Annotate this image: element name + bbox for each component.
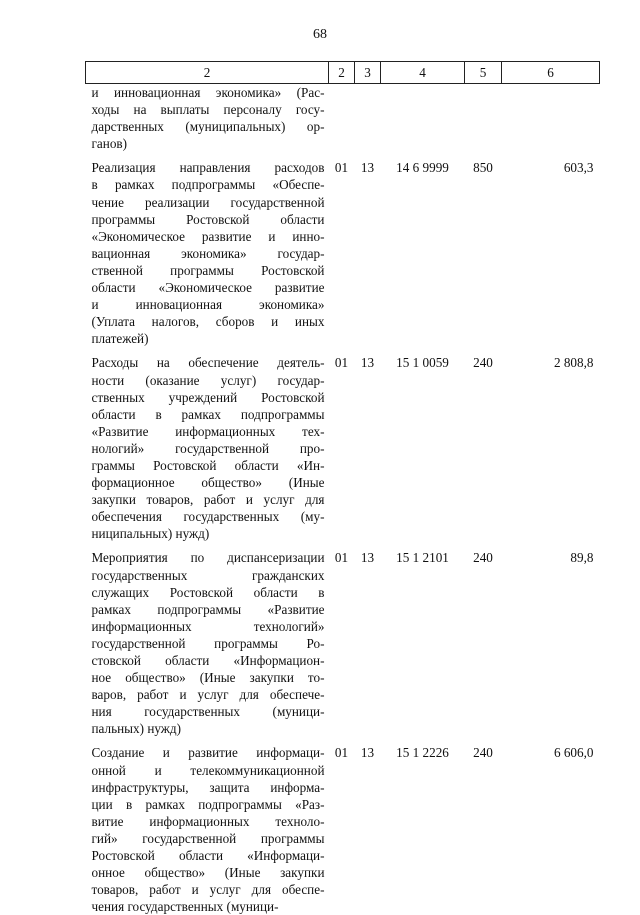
cell-expense-name bbox=[86, 549, 329, 744]
expense-name-line: варов, работ и услуг для обеспече- bbox=[92, 686, 325, 703]
expense-name-line: чения государственных (муници- bbox=[92, 898, 325, 915]
expense-name-line: вационная экономика» государ- bbox=[92, 245, 325, 262]
expense-name-line: Создание и развитие информаци- bbox=[92, 744, 325, 761]
expense-name-line: служащих Ростовской области в bbox=[92, 584, 325, 601]
expense-name-line: Реализация направления расходов bbox=[92, 159, 325, 176]
cell-expense-type: 850 bbox=[465, 159, 502, 354]
table-row bbox=[86, 549, 600, 744]
expense-name-line: граммы Ростовской области «Ин- bbox=[92, 457, 325, 474]
cell-subsection: 13 bbox=[355, 159, 381, 354]
cell-expense-name bbox=[86, 84, 329, 160]
expense-name-line: закупки товаров, работ и услуг для bbox=[92, 491, 325, 508]
expense-name-line: пальных) нужд) bbox=[92, 720, 325, 737]
table-body bbox=[86, 84, 600, 915]
expense-name-line: Мероприятия по диспансеризации bbox=[92, 549, 325, 566]
cell-expense-type bbox=[465, 84, 502, 160]
expense-name-line: программы Ростовской области bbox=[92, 211, 325, 228]
cell-expense-name bbox=[86, 159, 329, 354]
expense-name-line: чение реализации государственной bbox=[92, 194, 325, 211]
cell-amount bbox=[502, 84, 600, 160]
expense-name-line: информационных технологий» bbox=[92, 618, 325, 635]
expense-name-line: гий» государственной программы bbox=[92, 830, 325, 847]
column-header-amount: 6 bbox=[502, 62, 600, 84]
expense-name-line: ции в рамках подпрограммы «Раз- bbox=[92, 796, 325, 813]
expense-name-line: рамках подпрограммы «Развитие bbox=[92, 601, 325, 618]
column-header-target-article: 4 bbox=[381, 62, 465, 84]
expense-name-line: и инновационная экономика» (Рас- bbox=[92, 84, 325, 101]
cell-subsection: 13 bbox=[355, 744, 381, 915]
expense-name-line: нологий» государственной про- bbox=[92, 440, 325, 457]
cell-target-article: 15 1 0059 bbox=[381, 354, 465, 549]
page-number: 68 bbox=[0, 27, 640, 43]
expense-name-line: ности (оказание услуг) государ- bbox=[92, 372, 325, 389]
expense-name-line: «Экономическое развитие и инно- bbox=[92, 228, 325, 245]
table-row bbox=[86, 84, 600, 160]
expense-name-line: ниципальных) нужд) bbox=[92, 525, 325, 542]
expense-name-line: ное общество» (Иные закупки то- bbox=[92, 669, 325, 686]
column-header-expense-type: 5 bbox=[465, 62, 502, 84]
table-row bbox=[86, 744, 600, 915]
cell-expense-name bbox=[86, 744, 329, 915]
expense-name-line: ственных учреждений Ростовской bbox=[92, 389, 325, 406]
expense-name-line: ходы на выплаты персоналу госу- bbox=[92, 101, 325, 118]
expense-name-line: платежей) bbox=[92, 330, 325, 347]
expense-name-line: обеспечения государственных (му- bbox=[92, 508, 325, 525]
expense-name-line: ганов) bbox=[92, 135, 325, 152]
expense-name-line: формационное общество» (Иные bbox=[92, 474, 325, 491]
cell-subsection bbox=[355, 84, 381, 160]
expense-name-line: витие информационных техноло- bbox=[92, 813, 325, 830]
cell-amount: 2 808,8 bbox=[502, 354, 600, 549]
cell-target-article bbox=[381, 84, 465, 160]
cell-amount: 603,3 bbox=[502, 159, 600, 354]
expense-name-line: инфраструктуры, защита информа- bbox=[92, 779, 325, 796]
expense-name-line: дарственных (муниципальных) ор- bbox=[92, 118, 325, 135]
expense-name-line: ственной программы Ростовской bbox=[92, 262, 325, 279]
cell-expense-type: 240 bbox=[465, 354, 502, 549]
cell-expense-name bbox=[86, 354, 329, 549]
expense-name-line: Ростовской области «Информаци- bbox=[92, 847, 325, 864]
expense-name-line: (Уплата налогов, сборов и иных bbox=[92, 313, 325, 330]
expense-name-line: товаров, работ и услуг для обеспе- bbox=[92, 881, 325, 898]
cell-section: 01 bbox=[329, 159, 355, 354]
expense-name-line: ния государственных (муници- bbox=[92, 703, 325, 720]
expense-name-line: онной и телекоммуникационной bbox=[92, 762, 325, 779]
expense-name-line: и инновационная экономика» bbox=[92, 296, 325, 313]
cell-subsection: 13 bbox=[355, 549, 381, 744]
expense-name-line: области «Экономическое развитие bbox=[92, 279, 325, 296]
cell-amount: 89,8 bbox=[502, 549, 600, 744]
cell-section: 01 bbox=[329, 744, 355, 915]
column-header-section: 2 bbox=[329, 62, 355, 84]
column-header-name: 2 bbox=[86, 62, 329, 84]
cell-subsection: 13 bbox=[355, 354, 381, 549]
cell-section: 01 bbox=[329, 354, 355, 549]
expense-name-line: «Развитие информационных тех- bbox=[92, 423, 325, 440]
cell-target-article: 15 1 2226 bbox=[381, 744, 465, 915]
expense-name-line: в рамках подпрограммы «Обеспе- bbox=[92, 176, 325, 193]
expense-name-line: области в рамках подпрограммы bbox=[92, 406, 325, 423]
expense-name-line: стовской области «Информацион- bbox=[92, 652, 325, 669]
cell-amount: 6 606,0 bbox=[502, 744, 600, 915]
table-row bbox=[86, 159, 600, 354]
table-header-row bbox=[86, 62, 600, 84]
cell-target-article: 15 1 2101 bbox=[381, 549, 465, 744]
cell-expense-type: 240 bbox=[465, 549, 502, 744]
cell-section bbox=[329, 84, 355, 160]
expense-name-line: Расходы на обеспечение деятель- bbox=[92, 354, 325, 371]
column-header-subsection: 3 bbox=[355, 62, 381, 84]
cell-expense-type: 240 bbox=[465, 744, 502, 915]
expense-name-line: онное общество» (Иные закупки bbox=[92, 864, 325, 881]
table-row bbox=[86, 354, 600, 549]
cell-section: 01 bbox=[329, 549, 355, 744]
expense-name-line: государственных гражданских bbox=[92, 567, 325, 584]
budget-table bbox=[85, 61, 600, 915]
cell-target-article: 14 6 9999 bbox=[381, 159, 465, 354]
expense-name-line: государственной программы Ро- bbox=[92, 635, 325, 652]
